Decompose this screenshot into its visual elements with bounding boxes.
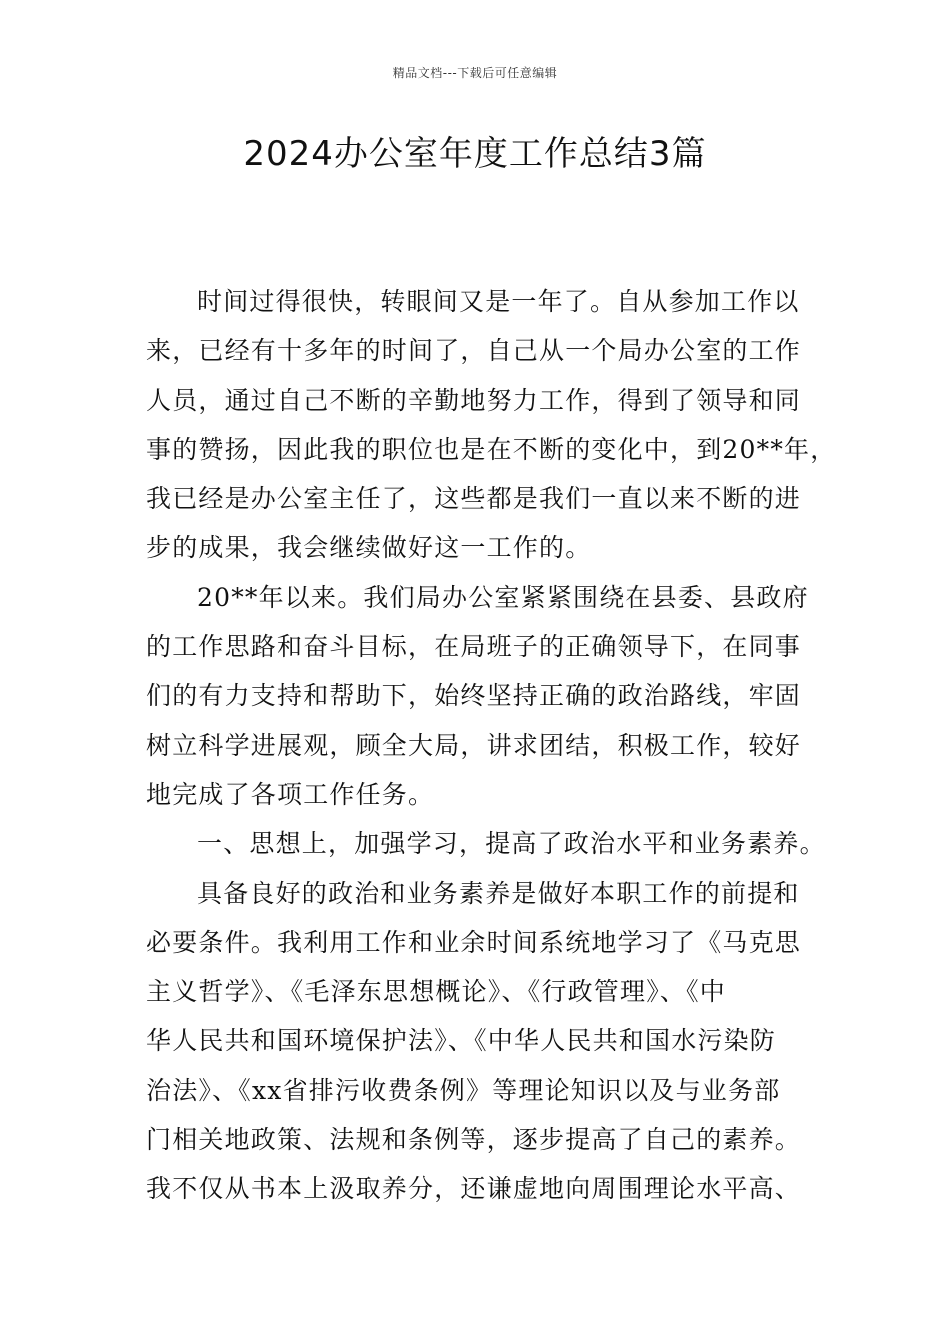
paragraph-1-line: 来，已经有十多年的时间了，自己从一个局办公室的工作 <box>146 336 802 366</box>
paragraph-3-line: 华人民共和国环境保护法》、《中华人民共和国水污染防 <box>146 1026 777 1056</box>
paragraph-3-line: 治法》、《xx省排污收费条例》等理论知识以及与业务部 <box>146 1075 781 1105</box>
paragraph-1-line: 时间过得很快，转眼间又是一年了。自从参加工作以 <box>197 287 800 316</box>
paragraph-3-line: 主义哲学》、《毛泽东思想概论》、《行政管理》、《中 <box>146 977 727 1007</box>
header-note: 精品文档---下载后可任意编辑 <box>392 66 558 80</box>
paragraph-1-line: 我已经是办公室主任了，这些都是我们一直以来不断的进 <box>146 484 802 514</box>
document-title: 2024办公室年度工作总结3篇 <box>243 134 707 174</box>
paragraph-3-line: 我不仅从书本上汲取养分，还谦虚地向周围理论水平高、 <box>146 1174 802 1204</box>
paragraph-3-line: 具备良好的政治和业务素养是做好本职工作的前提和 <box>197 878 800 908</box>
document-body <box>146 277 837 1214</box>
paragraph-1-line: 事的赞扬，因此我的职位也是在不断的变化中，到20**年， <box>146 434 837 464</box>
paragraph-1-line: 步的成果，我会继续做好这一工作的。 <box>146 533 592 563</box>
paragraph-2-line: 们的有力支持和帮助下，始终坚持正确的政治路线，牢固 <box>146 681 802 711</box>
paragraph-2-line: 树立科学进展观，顾全大局，讲求团结，积极工作，较好 <box>146 730 802 760</box>
paragraph-2-line: 的工作思路和奋斗目标，在局班子的正确领导下，在同事 <box>146 632 802 662</box>
paragraph-1-line: 人员，通过自己不断的辛勤地努力工作，得到了领导和同 <box>146 385 802 415</box>
section-heading-1: 一、思想上，加强学习，提高了政治水平和业务素养。 <box>197 829 826 859</box>
paragraph-3-line: 门相关地政策、法规和条例等，逐步提高了自己的素养。 <box>146 1125 802 1155</box>
paragraph-2-line: 地完成了各项工作任务。 <box>146 779 435 809</box>
paragraph-3-line: 必要条件。我利用工作和业余时间系统地学习了《马克思 <box>146 927 802 957</box>
paragraph-2-line: 20**年以来。我们局办公室紧紧围绕在县委、县政府 <box>197 582 809 612</box>
